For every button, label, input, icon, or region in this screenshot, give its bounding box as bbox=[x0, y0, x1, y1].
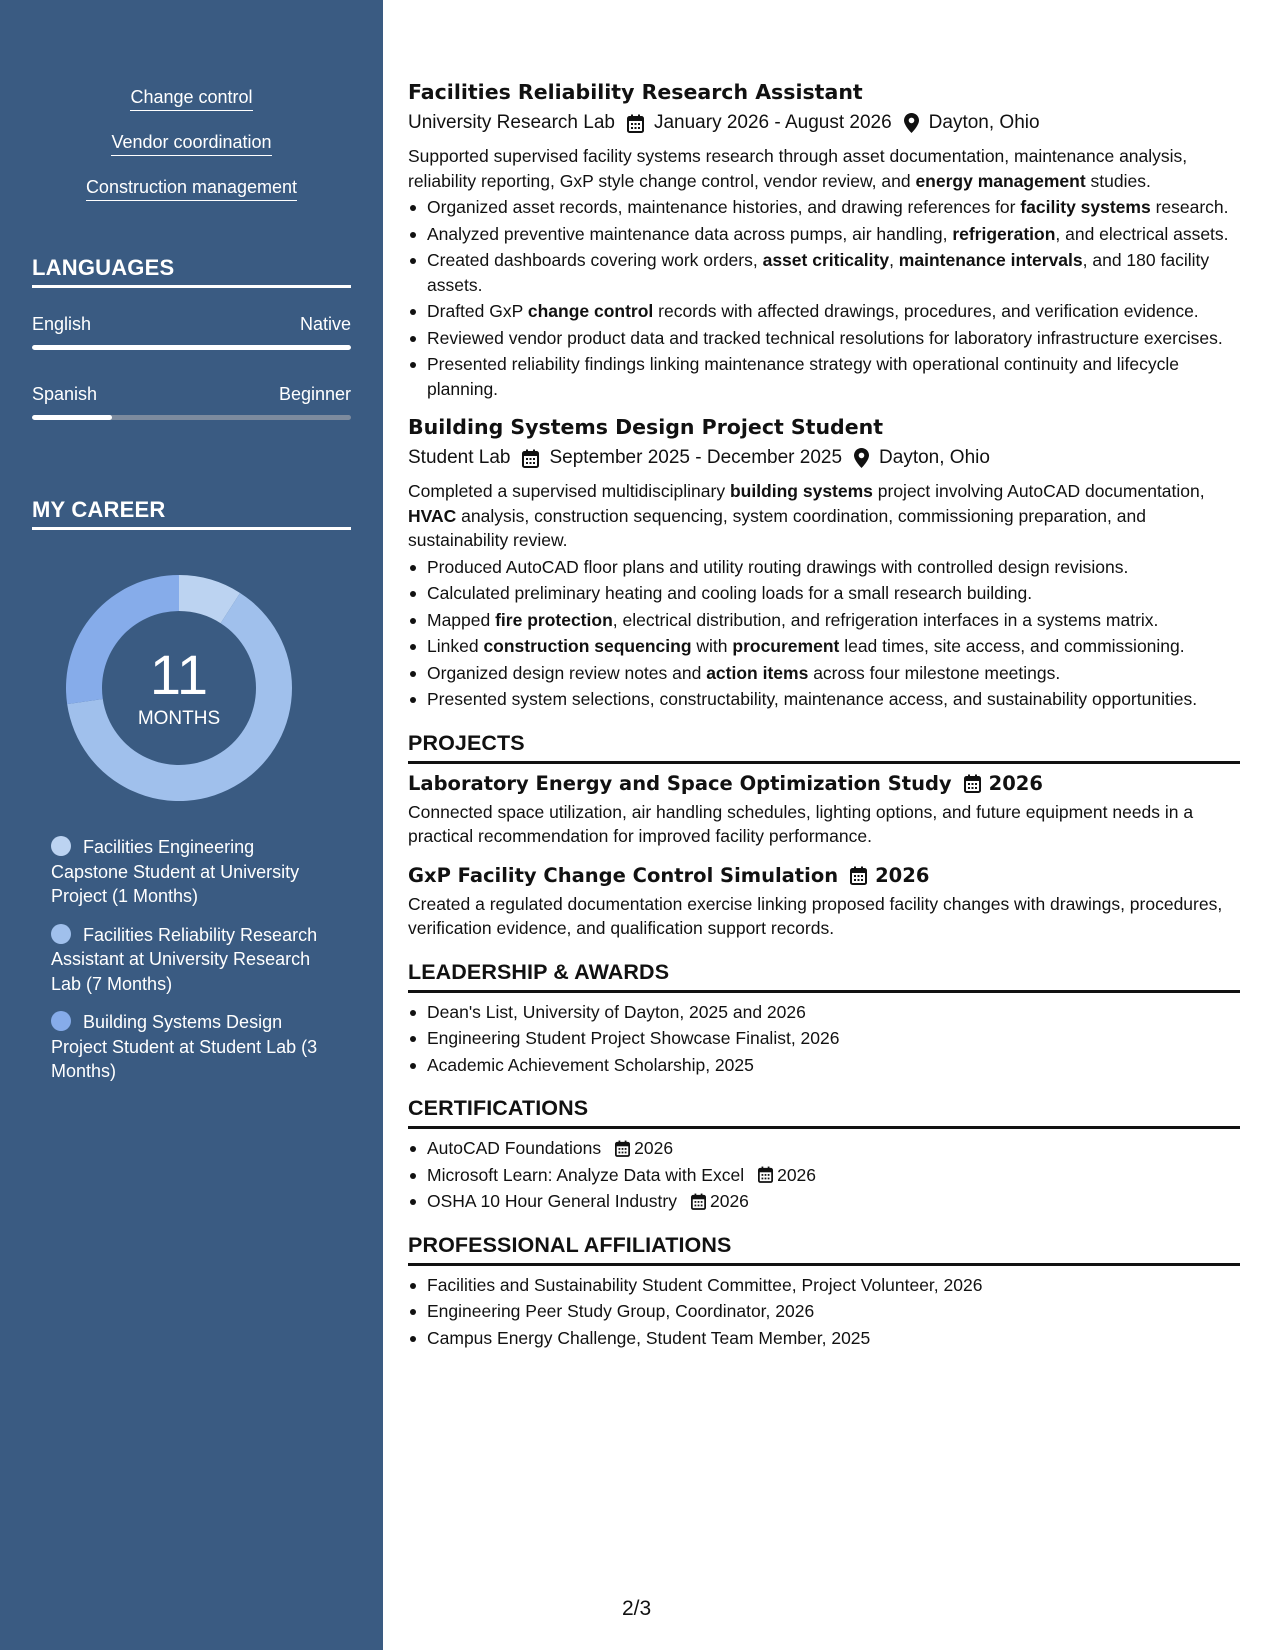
project-description: Created a regulated documentation exercise linking proposed facility changes with drawings, procedures, verification evidence, and qualification support records. bbox=[408, 893, 1223, 938]
list-item bbox=[408, 1136, 1240, 1161]
list-item bbox=[408, 1189, 1240, 1214]
experience-entry bbox=[408, 78, 1240, 401]
list-item: Organized asset records, maintenance histories, and drawing references for facility systems research. bbox=[408, 195, 1240, 220]
language-level: Beginner bbox=[278, 384, 351, 404]
list-item: Dean's List, University of Dayton, 2025 and 2026 bbox=[408, 1000, 1240, 1025]
career-item-text: Facilities Engineering Capstone Student at University Project (1 Months) bbox=[51, 837, 300, 906]
job-title: Building Systems Design Project Student bbox=[408, 415, 884, 439]
list-item: Created dashboards covering work orders, asset criticality, maintenance intervals, and 180 facility assets. bbox=[408, 248, 1240, 297]
legend-dot-icon bbox=[51, 836, 71, 856]
cert-name: AutoCAD Foundations bbox=[427, 1138, 602, 1158]
skill-link[interactable] bbox=[0, 176, 383, 201]
list-item: Facilities and Sustainability Student Committee, Project Volunteer, 2026 bbox=[408, 1273, 1240, 1298]
project-entry bbox=[408, 863, 1240, 941]
language-bar bbox=[32, 415, 351, 420]
career-heading: MY CAREER bbox=[32, 497, 351, 530]
job-bullets bbox=[408, 195, 1240, 401]
job-meta bbox=[408, 445, 1240, 471]
projects-heading: PROJECTS bbox=[408, 730, 1240, 764]
list-item: Mapped fire protection, electrical distribution, and refrigeration interfaces in a systems matrix. bbox=[408, 608, 1240, 633]
project-title-row bbox=[408, 863, 1240, 889]
job-title: Facilities Reliability Research Assistant bbox=[408, 80, 863, 104]
calendar-icon bbox=[615, 1140, 630, 1157]
language-bar-fill bbox=[32, 415, 112, 420]
job-org: Student Lab bbox=[408, 447, 511, 468]
list-item: Drafted GxP change control records with affected drawings, procedures, and verification evidence. bbox=[408, 299, 1240, 324]
skill-link[interactable] bbox=[0, 131, 383, 156]
career-item-text: Building Systems Design Project Student at Student Lab (3 Months) bbox=[51, 1012, 318, 1081]
skill-label: Change control bbox=[130, 86, 252, 111]
leadership-list bbox=[408, 1000, 1240, 1078]
list-item: Linked construction sequencing with procurement lead times, site access, and commissioning. bbox=[408, 634, 1240, 659]
list-item: Engineering Peer Study Group, Coordinator, 2026 bbox=[408, 1299, 1240, 1324]
language-level: Native bbox=[299, 314, 351, 334]
career-list bbox=[51, 835, 336, 1098]
cert-name: OSHA 10 Hour General Industry bbox=[427, 1191, 677, 1211]
leadership-heading: LEADERSHIP & AWARDS bbox=[408, 959, 1240, 993]
cert-year: 2026 bbox=[634, 1138, 674, 1158]
map-pin-icon bbox=[904, 113, 919, 133]
list-item: Presented system selections, constructability, maintenance access, and sustainability opportunities. bbox=[408, 687, 1240, 712]
career-item bbox=[51, 923, 336, 997]
experience-entry bbox=[408, 413, 1240, 712]
career-item bbox=[51, 835, 336, 909]
list-item: Presented reliability findings linking maintenance strategy with operational continuity and lifecycle planning. bbox=[408, 352, 1240, 401]
cert-year: 2026 bbox=[709, 1191, 749, 1211]
skill-label: Construction management bbox=[86, 176, 297, 201]
job-dates: January 2026 - August 2026 bbox=[653, 112, 892, 133]
career-total-unit: MONTHS bbox=[137, 708, 221, 729]
list-item: Organized design review notes and action items across four milestone meetings. bbox=[408, 661, 1240, 686]
map-pin-icon bbox=[854, 448, 869, 468]
project-title: Laboratory Energy and Space Optimization Study bbox=[408, 771, 952, 795]
language-bar-fill bbox=[32, 345, 351, 350]
job-bullets bbox=[408, 555, 1240, 712]
legend-dot-icon bbox=[51, 1011, 71, 1031]
calendar-icon bbox=[627, 114, 644, 133]
project-year: 2026 bbox=[988, 771, 1043, 795]
job-location: Dayton, Ohio bbox=[928, 112, 1040, 133]
calendar-icon bbox=[758, 1166, 773, 1183]
list-item: Produced AutoCAD floor plans and utility routing drawings with controlled design revisions. bbox=[408, 555, 1240, 580]
list-item: Academic Achievement Scholarship, 2025 bbox=[408, 1053, 1240, 1078]
certifications-heading: CERTIFICATIONS bbox=[408, 1095, 1240, 1129]
job-dates: September 2025 - December 2025 bbox=[549, 447, 843, 468]
project-title-row bbox=[408, 771, 1240, 797]
skill-link[interactable] bbox=[0, 86, 383, 111]
language-name: English bbox=[32, 314, 92, 334]
list-item: Analyzed preventive maintenance data across pumps, air handling, refrigeration, and electrical assets. bbox=[408, 222, 1240, 247]
job-meta bbox=[408, 110, 1240, 136]
project-description: Connected space utilization, air handling schedules, lighting options, and future equipment needs in a practical recommendation for improved facility performance. bbox=[408, 801, 1194, 846]
legend-dot-icon bbox=[51, 924, 71, 944]
page-number: 2/3 bbox=[622, 1597, 652, 1620]
career-total-number: 11 bbox=[149, 643, 209, 706]
language-english bbox=[32, 314, 351, 350]
cert-name: Microsoft Learn: Analyze Data with Excel bbox=[427, 1164, 745, 1185]
sidebar bbox=[0, 0, 383, 1650]
calendar-icon bbox=[522, 449, 539, 468]
career-item-text: Facilities Reliability Research Assistant at University Research Lab (7 Months) bbox=[51, 924, 318, 994]
skill-label: Vendor coordination bbox=[111, 131, 271, 156]
language-bar bbox=[32, 345, 351, 350]
list-item: Engineering Student Project Showcase Finalist, 2026 bbox=[408, 1026, 1240, 1051]
calendar-icon bbox=[964, 774, 981, 793]
language-spanish bbox=[32, 384, 351, 420]
affiliations-list bbox=[408, 1273, 1240, 1351]
job-description: Completed a supervised multidisciplinary building systems project involving AutoCAD documentation, HVAC analysis, construction sequencing, system coordination, commissioning preparation, and sustainability review. bbox=[408, 481, 1205, 550]
main-content bbox=[408, 78, 1240, 1352]
job-location: Dayton, Ohio bbox=[879, 447, 990, 468]
career-item bbox=[51, 1010, 336, 1084]
list-item: Calculated preliminary heating and cooling loads for a small research building. bbox=[408, 581, 1240, 606]
job-org: University Research Lab bbox=[408, 112, 615, 133]
language-name: Spanish bbox=[32, 384, 98, 404]
project-year: 2026 bbox=[875, 863, 930, 887]
skills-list bbox=[0, 86, 383, 221]
certifications-list bbox=[408, 1136, 1240, 1214]
affiliations-heading: PROFESSIONAL AFFILIATIONS bbox=[408, 1232, 1240, 1266]
calendar-icon bbox=[691, 1193, 706, 1210]
job-description: Supported supervised facility systems research through asset documentation, maintenance analysis, reliability reporting, GxP style change control, vendor review, and energy management studies. bbox=[408, 146, 1188, 191]
list-item: Reviewed vendor product data and tracked technical resolutions for laboratory infrastructure exercises. bbox=[408, 326, 1240, 351]
list-item: Campus Energy Challenge, Student Team Member, 2025 bbox=[408, 1326, 1240, 1351]
cert-year: 2026 bbox=[777, 1164, 817, 1185]
languages-heading: LANGUAGES bbox=[32, 255, 351, 288]
list-item bbox=[408, 1163, 1240, 1188]
calendar-icon bbox=[850, 866, 867, 885]
project-entry bbox=[408, 771, 1240, 849]
project-title: GxP Facility Change Control Simulation bbox=[408, 863, 839, 887]
career-total bbox=[66, 575, 292, 801]
